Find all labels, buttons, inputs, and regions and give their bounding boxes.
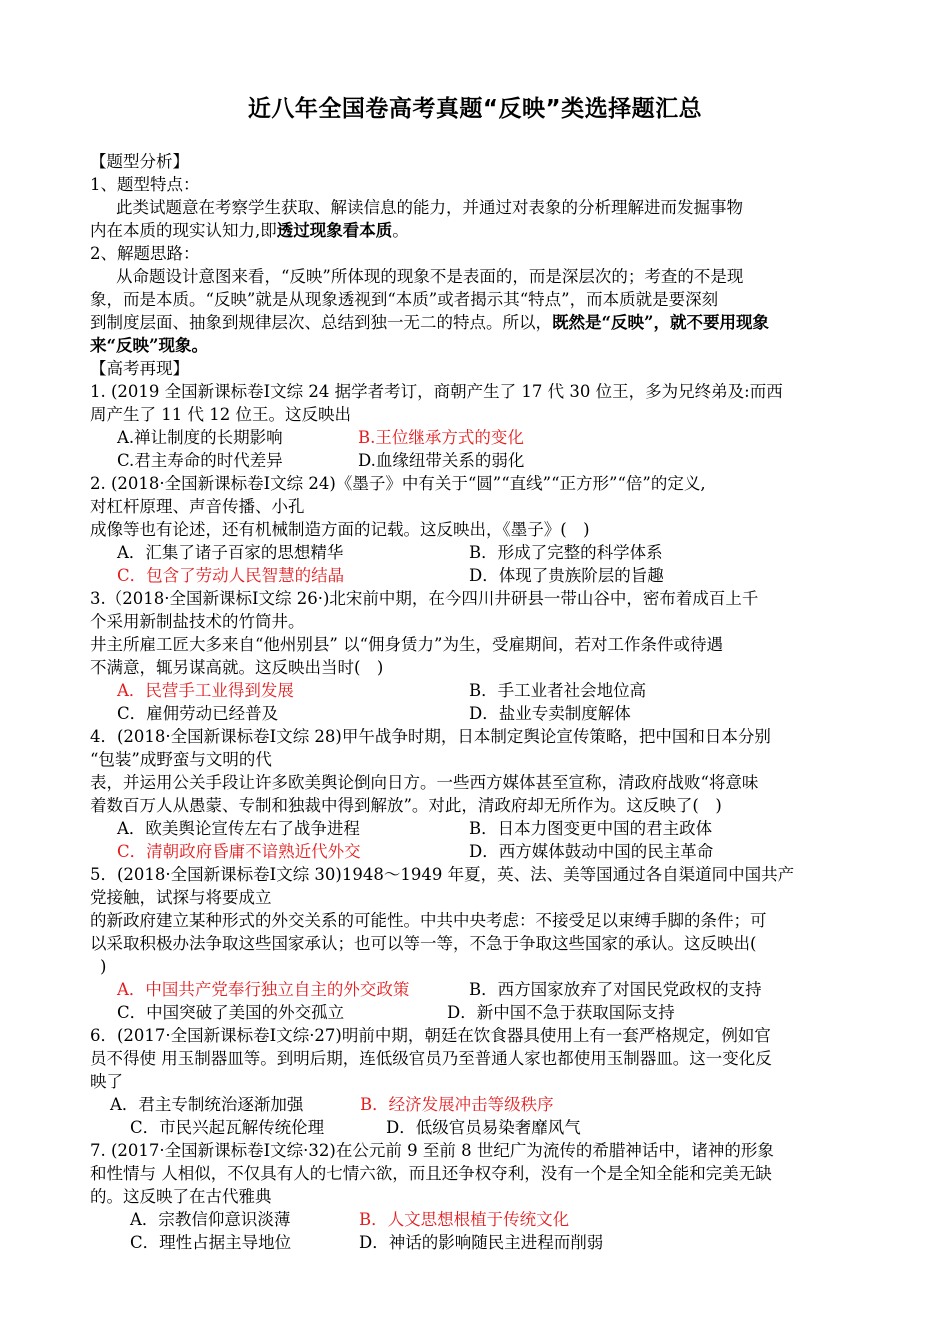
approach-text-bold: 既然是“反映”，就不要用现象 [552,313,769,332]
question-6-stem: 映了 [90,1072,123,1091]
question-5-stem: 党接触，试探与将要成立 [90,888,272,907]
question-4-stem: “包装”成野蛮与文明的代 [90,750,272,769]
question-3-stem: 个采用新制盐技术的竹筒井。 [90,612,305,631]
question-4-stem: 着数百万人从愚蒙、专制和独裁中得到解放”。对此，清政府却无所作为。这反映了( ) [90,796,722,815]
question-1-stem: 1. (2019 全国新课标卷Ⅰ文综 24 据学者考订，商朝产生了 17 代 30 位王，多为兄终弟及:而西 [90,382,783,401]
option-d: D．西方媒体鼓动中国的民主革命 [469,842,714,861]
question-3-options-row [90,679,862,702]
option-b: B．西方国家放弃了对国民党政权的支持 [469,980,762,999]
question-2-options-row [90,564,862,587]
option-b: B．手工业者社会地位高 [469,681,647,700]
feature-text-span: 内在本质的现实认知力,即 [90,221,277,240]
feature-text-line: 此类试题意在考察学生获取、解读信息的能力，并通过对表象的分析理解进而发掘事物 [116,198,743,217]
option-d: D．盐业专卖制度解体 [469,704,631,723]
document-title: 近八年全国卷高考真题“反映”类选择题汇总 [247,96,703,122]
option-a: A．宗教信仰意识淡薄 [130,1210,291,1229]
option-b: B．日本力图变更中国的君主政体 [469,819,713,838]
approach-text-line [90,334,862,357]
option-a: A．汇集了诸子百家的思想精华 [117,543,344,562]
option-a-answer: A．中国共产党奉行独立自主的外交政策 [117,980,410,999]
option-d: D．低级官员易染奢靡风气 [386,1118,581,1137]
section-heading-review: 【高考再现】 [90,359,189,378]
question-2-stem: 成像等也有论述，还有机械制造方面的记载。这反映出，《墨子》( ) [90,520,590,539]
question-3-stem: 不满意，辄另谋高就。这反映出当时( ) [90,658,384,677]
question-5-stem: 5．(2018·全国新课标卷Ⅰ文综 30)1948～1949 年夏，英、法、美等国通过各自渠道同中国共产 [90,865,795,884]
option-a: A.禅让制度的长期影响 [117,428,283,447]
option-d: D．体现了贵族阶层的旨趣 [469,566,664,585]
question-7-options-row [90,1231,862,1254]
question-7-stem: 的。这反映了在古代雅典 [90,1187,272,1206]
option-d: D．新中国不急于获取国际支持 [447,1003,675,1022]
approach-text-line: 从命题设计意图来看，“反映”所体现的现象不是表面的，而是深层次的；考查的不是现 [116,267,744,286]
question-5-stem: ) [100,957,107,976]
question-3-stem: 井主所雇工匠大多来自“他州别县” 以“佣身赁力”为生，受雇期间，若对工作条件或待遇 [90,635,723,654]
question-4-options-row [90,817,862,840]
option-c: C．理性占据主导地位 [130,1233,292,1252]
option-c: C．市民兴起瓦解传统伦理 [130,1118,325,1137]
option-b: B．形成了完整的科学体系 [469,543,663,562]
option-c: C．雇佣劳动已经普及 [117,704,279,723]
question-1-stem: 周产生了 11 代 12 位王。这反映出 [90,405,351,424]
option-c: C．中国突破了美国的外交孤立 [117,1003,345,1022]
feature-text-line [90,219,862,242]
question-5-options-row [90,1001,862,1024]
question-3-options-row [90,702,862,725]
option-d: D．神话的影响随民主进程而削弱 [359,1233,604,1252]
approach-text-line: 象，而是本质。“反映”就是从现象透视到“本质”或者揭示其“特点”，而本质就是要深刻 [90,290,719,309]
option-b-answer: B．经济发展冲击等级秩序 [360,1095,554,1114]
section-heading-analysis: 【题型分析】 [90,152,189,171]
question-6-stem: 6．(2017·全国新课标卷Ⅰ文综·27)明前中期，朝廷在饮食器具使用上有一套严格规定，例如官 [90,1026,771,1045]
approach-text-bold: 来“反映”现象。 [90,336,208,355]
option-c-answer: C．清朝政府昏庸不谙熟近代外交 [117,842,361,861]
option-b-answer: B.王位继承方式的变化 [358,428,524,447]
option-a: A．君主专制统治逐渐加强 [110,1095,304,1114]
question-6-options-row [90,1116,862,1139]
question-4-options-row [90,840,862,863]
question-7-options-row [90,1208,862,1231]
feature-heading: 1、题型特点： [90,175,200,194]
approach-heading: 2、解题思路： [90,244,200,263]
approach-text-span: 到制度层面、抽象到规律层次、总结到独一无二的特点。所以， [90,313,552,332]
question-5-stem: 的新政府建立某种形式的外交关系的可能性。中共中央考虑：不接受足以束缚手脚的条件；可 [90,911,767,930]
document-body [90,150,862,1254]
question-4-stem: 表，并运用公关手段让许多欧美舆论倒向日方。一些西方媒体甚至宣称，清政府战败“将意味 [90,773,759,792]
approach-text-line [90,311,862,334]
question-5-stem: 以采取积极办法争取这些国家承认；也可以等一等，不急于争取这些国家的承认。这反映出( [90,934,757,953]
option-c-answer: C．包含了劳动人民智慧的结晶 [117,566,345,585]
question-5-options-row [90,978,862,1001]
feature-text-span: 。 [392,221,409,240]
option-c: C.君主寿命的时代差异 [117,451,283,470]
question-7-stem: 7. (2017·全国新课标卷Ⅰ文综·32)在公元前 9 至前 8 世纪广为流传的希腊神话中，诸神的形象 [90,1141,774,1160]
question-2-options-row [90,541,862,564]
question-6-options-row [90,1093,862,1116]
question-6-stem: 员不得使 用玉制器皿等。到明后期，连低级官员乃至普通人家也都使用玉制器皿。这一变化反 [90,1049,772,1068]
feature-text-bold: 透过现象看本质 [276,221,393,240]
question-1-options-row [90,426,862,449]
question-7-stem: 和性情与 人相似，不仅具有人的七情六欲，而且还争权夺利，没有一个是全知全能和完美无缺 [90,1164,772,1183]
question-4-stem: 4．(2018·全国新课标卷Ⅰ文综 28)甲午战争时期，日本制定舆论宣传策略，把中国和日本分别 [90,727,771,746]
option-a-answer: A．民营手工业得到发展 [117,681,294,700]
question-1-options-row [90,449,862,472]
option-d: D.血缘纽带关系的弱化 [358,451,525,470]
option-b-answer: B．人文思想根植于传统文化 [359,1210,570,1229]
question-2-stem: 2. (2018·全国新课标卷Ⅰ文综 24)《墨子》中有关于“圆”“直线”“正方形”“倍”的定义, [90,474,706,493]
question-2-stem: 对杠杆原理、声音传播、小孔 [90,497,305,516]
option-a: A．欧美舆论宣传左右了战争进程 [117,819,360,838]
question-3-stem: 3.（2018·全国新课标Ⅰ文综 26·)北宋前中期，在今四川井研县一带山谷中，密布着成百上千 [90,589,759,608]
